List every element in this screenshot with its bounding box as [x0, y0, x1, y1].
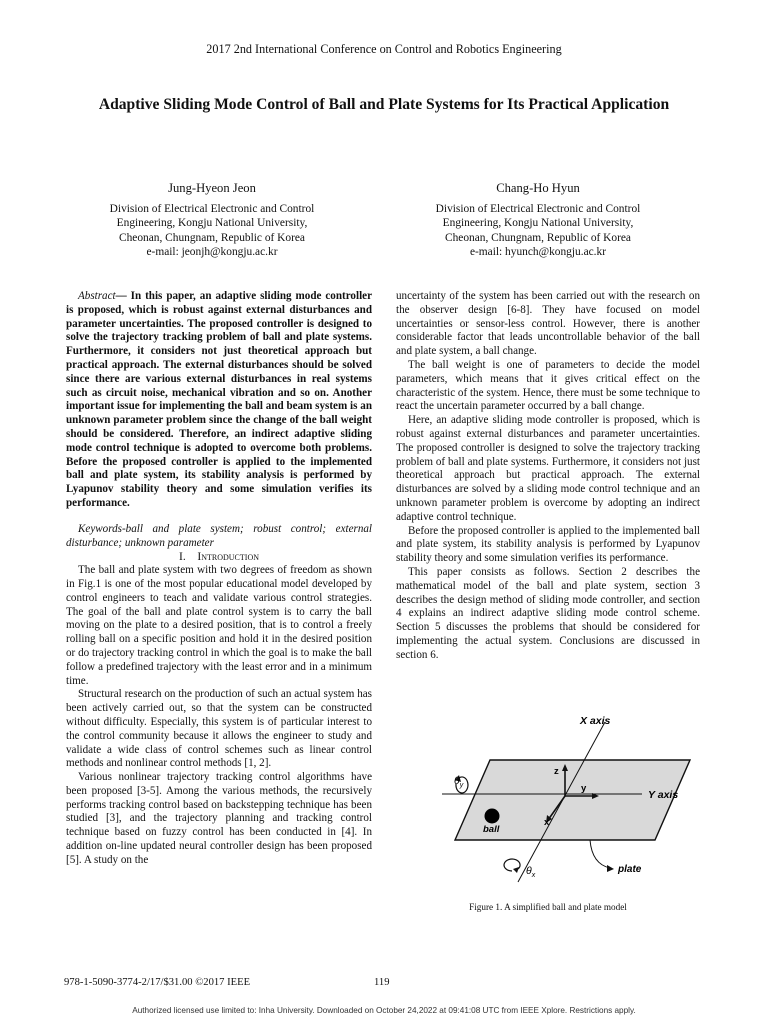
- page-number: 119: [374, 977, 390, 988]
- author-name: Chang-Ho Hyun: [496, 181, 580, 195]
- author-affiliation: Cheonan, Chungnam, Republic of Korea: [118, 231, 305, 244]
- theta-y-label: $\theta_y$: [454, 775, 464, 789]
- section-heading: I. Introduction: [179, 550, 259, 564]
- author-email: e-mail: hyunch@kongju.ac.kr: [469, 246, 607, 259]
- x-label: x: [544, 817, 550, 828]
- abstract: [66, 290, 372, 511]
- right-column: [396, 290, 700, 663]
- author-email: e-mail: jeonjh@kongju.ac.kr: [146, 246, 278, 259]
- abstract-text: — In this paper, an adaptive sliding mode controller is proposed, which is robust against external disturbances and parameter uncertainties. The proposed controller is designed to solve the trajectory tracking problem of ball and plate systems. Furthermore, it considers not just theoretical approach but practical approach. The external disturbances should be solved since there are various external disturbances in real systems such as circuit noise, mechanical vibration and so on. Another important issue for implementing the ball and beam system is an unknown parameter problem since the change of the ball weight should be considered. Therefore, an indirect adaptive sliding mode control technique is adopted to overcome both problems. Before the proposed controller is applied to the implemented ball and plate system, its stability analysis is performed by Lyapunov stability theory and some simulation verifies its performance.: [66, 290, 372, 509]
- paragraph: This paper consists as follows. Section 2 describes the mathematical model of the ball and plate system, section 3 describes the design method of sliding mode controller, and section 4 explains an indirect adaptive sliding mode control scheme. Section 5 discusses the problems that should be considered for implementing the actual system. Conclusions are discussed in section 6.: [396, 565, 700, 661]
- author-2: [388, 181, 688, 260]
- plate-label: plate: [618, 864, 642, 875]
- author-affiliation: Division of Electrical Electronic and Control: [435, 202, 641, 215]
- abstract-lead: Abstract: [78, 290, 116, 302]
- author-affiliation: Division of Electrical Electronic and Control: [109, 202, 315, 215]
- paragraph: uncertainty of the system has been carried out with the research on the observer design [6-8]. They have focused on model uncertainties or sensor-less control. However, there is another considerable factor that leads uncontrollable behavior of the ball and plate system, a ball change.: [396, 290, 700, 358]
- paragraph: Here, an adaptive sliding mode controller is proposed, which is robust against external disturbances and parameter uncertainties. The proposed controller is designed to solve the trajectory tracking problem of ball and plate systems. Furthermore, it considers not just theoretical approach but practical approach. The external disturbances are solved by a sliding mode control technique and an unknown parameter problem is overcome by adopting an indirect adaptive control technique.: [396, 414, 700, 523]
- theta-x-label: $\theta_x$: [526, 865, 536, 879]
- author-affiliation: Engineering, Kongju National University,: [442, 217, 634, 230]
- ball-plate-figure: [420, 712, 710, 892]
- z-label: z: [554, 766, 559, 777]
- left-column: [66, 290, 372, 868]
- theta-x-arrowhead: [513, 867, 519, 873]
- isbn-footer: 978-1-5090-3774-2/17/$31.00 ©2017 IEEE: [64, 977, 251, 988]
- plate-pointer: [590, 840, 610, 868]
- paper-title: Adaptive Sliding Mode Control of Ball and Plate Systems for Its Practical Application: [98, 96, 670, 113]
- author-affiliation: Engineering, Kongju National University,: [116, 217, 308, 230]
- y-axis-label: Y axis: [648, 789, 679, 801]
- figure-caption: Figure 1. A simplified ball and plate model: [469, 902, 627, 912]
- author-affiliation: Cheonan, Chungnam, Republic of Korea: [444, 231, 631, 244]
- paragraph: Various nonlinear trajectory tracking control algorithms have been proposed [3-5]. Among the various methods, the recursively performs tracking control based on backstepping technique has been studied [3], and the trajectory planning and tracking control technique based on fuzzy control has been conducted in [4]. In addition on-line updated neural controller design has been proposed [5]. A study on the: [66, 771, 372, 866]
- paragraph: Structural research on the production of such an actual system has been actively carried out, so that the system can be constructed without difficulty. Especially, this system is of particular interest to the control community because it allows the engineer to study and validate a wide class of control schemes such as linear control methods and nonlinear control methods [1, 2].: [66, 688, 372, 770]
- plate-pointer-arrowhead: [607, 865, 614, 872]
- author-name: Jung-Hyeon Jeon: [168, 181, 256, 195]
- paragraph: The ball and plate system with two degrees of freedom as shown in Fig.1 is one of the most popular educational model developed by control engineers to teach and validate various control strategies. The goal of the ball and plate control system is to carry the ball moving on the plate to a desired position, that is to control a freely rolling ball on a specific position and hold it in the desired position or do trajectory tracking control in which the goal is to make the ball follow a predefined trajectory with the least error and in a minimum time.: [66, 564, 372, 687]
- ball-label: ball: [483, 824, 500, 835]
- authorized-use-notice: Authorized licensed use limited to: Inha University. Downloaded on October 24,2022 at 09:41:08 UTC from IEEE Xplore. Restrictions apply.: [132, 1006, 636, 1015]
- x-axis-label: X axis: [580, 715, 611, 727]
- author-1: [62, 181, 362, 260]
- paragraph: Before the proposed controller is applied to the implemented ball and plate system, its stability analysis is performed by Lyapunov stability theory and some simulation verifies its performance.: [396, 524, 700, 565]
- y-label: y: [581, 783, 587, 794]
- conference-header: 2017 2nd International Conference on Control and Robotics Engineering: [206, 42, 562, 56]
- paragraph: The ball weight is one of parameters to decide the model parameters, which means that it gives critical effect on the characteristic of the system. Hence, there must be some technique to react the uncertain parameter occurred by a ball change.: [396, 358, 700, 413]
- keywords: Keywords-ball and plate system; robust control; external disturbance; unknown parameter: [66, 522, 372, 549]
- ball-shape: [485, 809, 500, 824]
